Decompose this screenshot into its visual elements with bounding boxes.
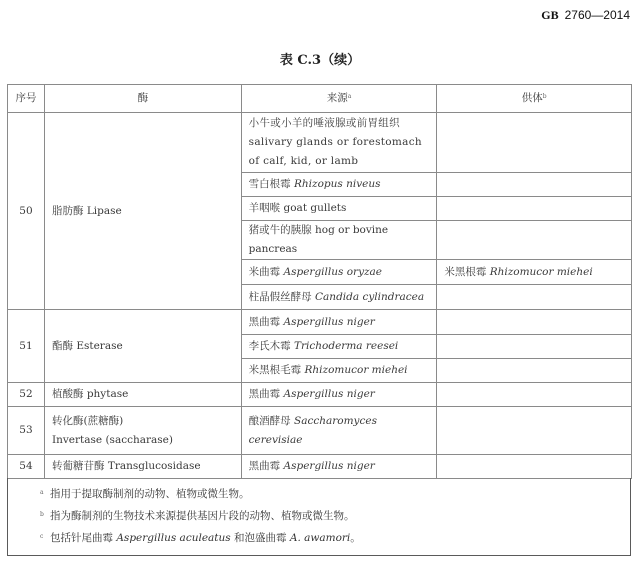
enzyme-name: 脂肪酶 Lipase <box>44 113 241 310</box>
donor-cell: 米黑根霉 Rhizomucor miehei <box>437 260 632 285</box>
enzyme-name: 转葡糖苷酶 Transglucosidase <box>44 455 241 479</box>
footnote-c: c 包括针尾曲霉 Aspergillus aculeatus 和泡盛曲霉 A. awamori。 <box>40 532 361 544</box>
enzyme-name: 植酸酶 phytase <box>44 383 241 407</box>
row-number: 51 <box>8 310 45 383</box>
table-header-row <box>8 85 632 113</box>
row-number: 52 <box>8 383 45 407</box>
table-title: 表 C.3（续） <box>279 53 361 68</box>
source-cell: 小牛或小羊的唾液腺或前胃组织 salivary glands or forestomach of calf, kid, or lamb <box>241 113 437 173</box>
standard-number: 2760—2014 <box>564 8 630 22</box>
footnotes-box <box>7 478 631 556</box>
source-cell: 米黑根毛霉 Rhizomucor miehei <box>241 359 437 383</box>
donor-cell <box>437 197 632 221</box>
source-cell: 黑曲霉 Aspergillus niger <box>241 455 437 479</box>
donor-cell <box>437 455 632 479</box>
standard-code <box>541 8 630 23</box>
source-cell: 酿酒酵母 Saccharomyces cerevisiae <box>241 407 437 455</box>
col-header-donor: 供体$^b$ <box>437 85 632 113</box>
donor-cell <box>437 173 632 197</box>
col-header-source: 来源$^a$ <box>241 85 437 113</box>
source-cell: 猪或牛的胰腺 hog or bovine pancreas <box>241 221 437 260</box>
col-header-no: 序号 <box>8 85 45 113</box>
source-cell: 黑曲霉 Aspergillus niger <box>241 383 437 407</box>
enzyme-table <box>7 84 632 479</box>
col-header-enzyme: 酶 <box>44 85 241 113</box>
row-number: 53 <box>8 407 45 455</box>
table-row <box>8 113 632 173</box>
row-number: 54 <box>8 455 45 479</box>
source-cell: 雪白根霉 Rhizopus niveus <box>241 173 437 197</box>
source-cell: 柱晶假丝酵母 Candida cylindracea <box>241 285 437 310</box>
row-number: 50 <box>8 113 45 310</box>
enzyme-name: 转化酶(蔗糖酶) Invertase (saccharase) <box>44 407 241 455</box>
table-row <box>8 455 632 479</box>
donor-cell <box>437 407 632 455</box>
standard-prefix: GB <box>541 8 559 22</box>
donor-cell <box>437 285 632 310</box>
donor-cell <box>437 221 632 260</box>
donor-cell <box>437 359 632 383</box>
enzyme-name: 酯酶 Esterase <box>44 310 241 383</box>
donor-cell <box>437 310 632 335</box>
source-cell: 黑曲霉 Aspergillus niger <box>241 310 437 335</box>
source-cell: 米曲霉 Aspergillus oryzae <box>241 260 437 285</box>
donor-cell <box>437 383 632 407</box>
donor-cell <box>437 113 632 173</box>
source-cell: 李氏木霉 Trichoderma reesei <box>241 335 437 359</box>
table-row <box>8 407 632 455</box>
footnote-b: b 指为酶制剂的生物技术来源提供基因片段的动物、植物或微生物。 <box>40 510 355 522</box>
footnote-a: a 指用于提取酶制剂的动物、植物或微生物。 <box>40 488 250 500</box>
table-row <box>8 310 632 335</box>
donor-cell <box>437 335 632 359</box>
source-cell: 羊咽喉 goat gullets <box>241 197 437 221</box>
table-row <box>8 383 632 407</box>
